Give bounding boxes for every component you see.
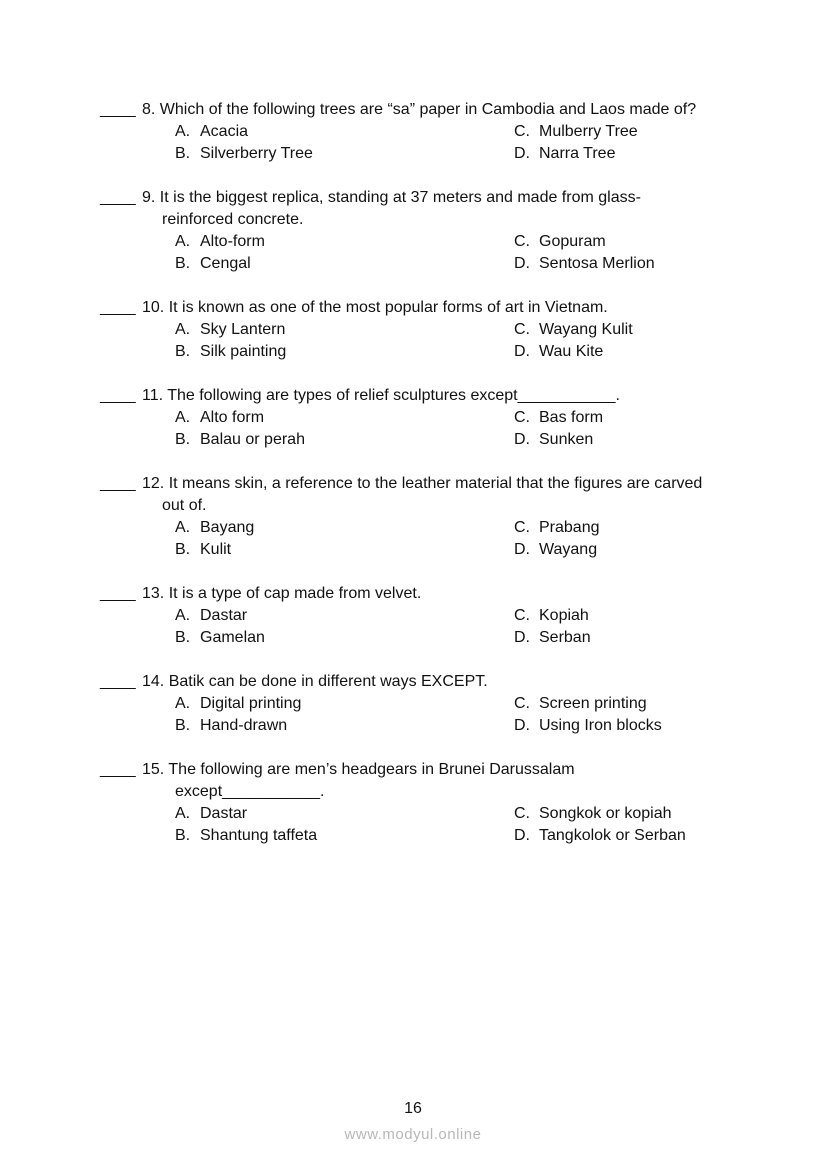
option-text: Prabang	[539, 519, 600, 536]
option-a[interactable]	[175, 231, 514, 253]
option-c[interactable]	[514, 121, 814, 143]
option-text: Kulit	[200, 541, 232, 558]
option-text: Mulberry Tree	[539, 123, 638, 140]
option-letter: D.	[514, 255, 530, 272]
option-letter: A.	[175, 321, 191, 338]
option-text: Silverberry Tree	[200, 145, 313, 162]
question-text: 9. It is the biggest replica, standing at 37 meters and made from glass-	[142, 189, 641, 206]
option-text: Narra Tree	[539, 145, 616, 162]
option-letter: B.	[175, 431, 191, 448]
option-c[interactable]	[514, 803, 814, 825]
question-13	[100, 583, 780, 649]
question-text: 13. It is a type of cap made from velvet.	[142, 585, 422, 602]
option-b[interactable]	[175, 429, 514, 451]
quiz-questions	[100, 99, 780, 869]
question-text: 11. The following are types of relief sculptures except___________.	[142, 387, 620, 404]
option-d[interactable]	[514, 253, 814, 275]
answer-blank[interactable]: ____	[100, 475, 136, 492]
option-letter: C.	[514, 607, 530, 624]
option-letter: A.	[175, 607, 191, 624]
option-a[interactable]	[175, 517, 514, 539]
option-letter: C.	[514, 519, 530, 536]
option-letter: C.	[514, 805, 530, 822]
answer-blank[interactable]: ____	[100, 189, 136, 206]
question-text: 8. Which of the following trees are “sa” paper in Cambodia and Laos made of?	[142, 101, 697, 118]
question-8	[100, 99, 780, 165]
option-letter: C.	[514, 321, 530, 338]
answer-blank[interactable]: ____	[100, 101, 136, 118]
question-11	[100, 385, 780, 451]
option-letter: B.	[175, 541, 191, 558]
option-letter: A.	[175, 409, 191, 426]
option-b[interactable]	[175, 715, 514, 737]
option-c[interactable]	[514, 605, 814, 627]
question-text: 12. It means skin, a reference to the leather material that the figures are carved	[142, 475, 703, 492]
option-text: Dastar	[200, 805, 248, 822]
options	[100, 231, 780, 275]
option-text: Silk painting	[200, 343, 287, 360]
option-d[interactable]	[514, 627, 814, 649]
options	[100, 605, 780, 649]
answer-blank[interactable]: ____	[100, 585, 136, 602]
options	[100, 319, 780, 363]
option-c[interactable]	[514, 407, 814, 429]
option-d[interactable]	[514, 715, 814, 737]
option-text: Wau Kite	[539, 343, 604, 360]
option-b[interactable]	[175, 143, 514, 165]
option-letter: D.	[514, 145, 530, 162]
question-15	[100, 759, 780, 847]
option-text: Digital printing	[200, 695, 302, 712]
option-text: Tangkolok or Serban	[539, 827, 686, 844]
option-letter: A.	[175, 695, 191, 712]
options	[100, 693, 780, 737]
options	[100, 407, 780, 451]
option-text: Wayang	[539, 541, 598, 558]
option-d[interactable]	[514, 341, 814, 363]
option-letter: A.	[175, 123, 191, 140]
option-text: Songkok or kopiah	[539, 805, 672, 822]
option-text: Sunken	[539, 431, 594, 448]
option-a[interactable]	[175, 693, 514, 715]
option-text: Wayang Kulit	[539, 321, 633, 338]
answer-blank[interactable]: ____	[100, 387, 136, 404]
option-letter: B.	[175, 717, 191, 734]
option-c[interactable]	[514, 517, 814, 539]
question-text-continued: reinforced concrete.	[162, 211, 304, 228]
option-text: Shantung taffeta	[200, 827, 318, 844]
options	[100, 121, 780, 165]
option-text: Screen printing	[539, 695, 647, 712]
question-10	[100, 297, 780, 363]
option-c[interactable]	[514, 693, 814, 715]
option-letter: D.	[514, 827, 530, 844]
option-text: Bayang	[200, 519, 255, 536]
option-c[interactable]	[514, 231, 814, 253]
page-number: 16	[404, 1100, 422, 1117]
option-letter: D.	[514, 717, 530, 734]
option-d[interactable]	[514, 429, 814, 451]
option-text: Sentosa Merlion	[539, 255, 655, 272]
option-c[interactable]	[514, 319, 814, 341]
option-b[interactable]	[175, 253, 514, 275]
options	[100, 517, 780, 561]
option-letter: A.	[175, 805, 191, 822]
option-a[interactable]	[175, 407, 514, 429]
option-text: Alto-form	[200, 233, 265, 250]
option-text: Balau or perah	[200, 431, 305, 448]
question-14	[100, 671, 780, 737]
option-b[interactable]	[175, 341, 514, 363]
option-text: Hand-drawn	[200, 717, 288, 734]
option-text: Serban	[539, 629, 591, 646]
question-12	[100, 473, 780, 561]
option-a[interactable]	[175, 803, 514, 825]
option-letter: D.	[514, 541, 530, 558]
question-9	[100, 187, 780, 275]
option-d[interactable]	[514, 539, 814, 561]
option-letter: B.	[175, 145, 191, 162]
option-letter: C.	[514, 233, 530, 250]
question-text-continued: out of.	[162, 497, 207, 514]
option-letter: C.	[514, 409, 530, 426]
watermark: www.modyul.online	[344, 1126, 482, 1143]
option-text: Cengal	[200, 255, 251, 272]
question-text: 14. Batik can be done in different ways EXCEPT.	[142, 673, 488, 690]
option-letter: D.	[514, 629, 530, 646]
option-letter: D.	[514, 343, 530, 360]
option-letter: C.	[514, 695, 530, 712]
option-letter: B.	[175, 827, 191, 844]
question-text-continued: except___________.	[175, 783, 325, 800]
option-d[interactable]	[514, 825, 814, 847]
option-b[interactable]	[175, 539, 514, 561]
option-b[interactable]	[175, 627, 514, 649]
option-text: Acacia	[200, 123, 249, 140]
options	[100, 803, 780, 847]
option-letter: A.	[175, 233, 191, 250]
option-text: Dastar	[200, 607, 248, 624]
option-letter: B.	[175, 255, 191, 272]
option-text: Kopiah	[539, 607, 589, 624]
answer-blank[interactable]: ____	[100, 299, 136, 316]
option-letter: B.	[175, 629, 191, 646]
option-a[interactable]	[175, 319, 514, 341]
option-text: Gopuram	[539, 233, 606, 250]
question-text: 15. The following are men’s headgears in Brunei Darussalam	[142, 761, 575, 778]
option-text: Using Iron blocks	[539, 717, 662, 734]
answer-blank[interactable]: ____	[100, 673, 136, 690]
question-text: 10. It is known as one of the most popular forms of art in Vietnam.	[142, 299, 608, 316]
option-text: Bas form	[539, 409, 604, 426]
option-letter: C.	[514, 123, 530, 140]
option-text: Alto form	[200, 409, 265, 426]
option-letter: D.	[514, 431, 530, 448]
option-text: Sky Lantern	[200, 321, 286, 338]
option-d[interactable]	[514, 143, 814, 165]
option-b[interactable]	[175, 825, 514, 847]
option-a[interactable]	[175, 605, 514, 627]
option-letter: A.	[175, 519, 191, 536]
option-letter: B.	[175, 343, 191, 360]
option-text: Gamelan	[200, 629, 265, 646]
answer-blank[interactable]: ____	[100, 761, 136, 778]
option-a[interactable]	[175, 121, 514, 143]
